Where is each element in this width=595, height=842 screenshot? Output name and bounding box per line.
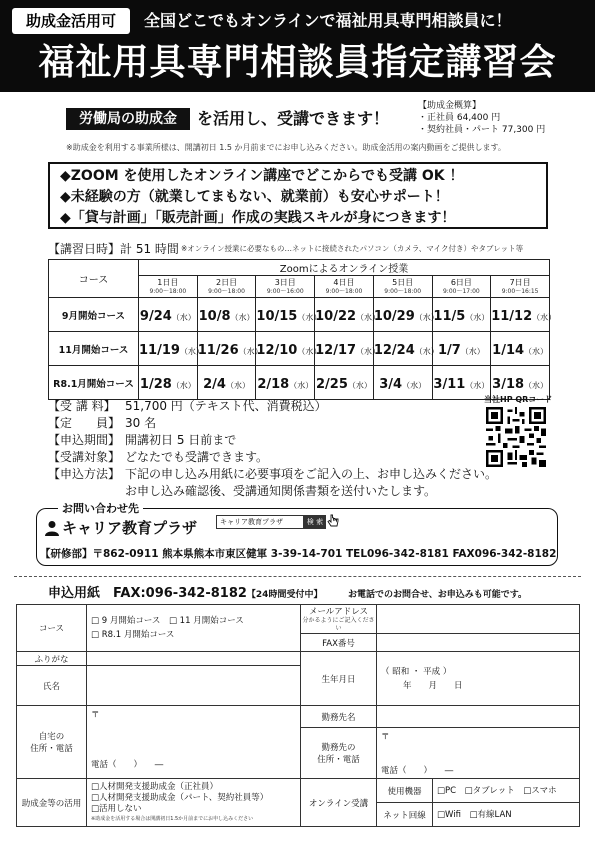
- cut-line: [14, 576, 581, 577]
- schedule-date-cell: [315, 366, 374, 400]
- day-header: [491, 276, 550, 298]
- weekday: （水）: [347, 381, 372, 390]
- schedule-row: [49, 332, 550, 366]
- weekday: （水）: [414, 347, 439, 356]
- schedule-date-cell: [197, 332, 263, 366]
- schedule-date-cell: [491, 332, 550, 366]
- schedule-date-cell: [197, 298, 256, 332]
- course-name: R8.1月開始コース: [49, 366, 139, 400]
- schedule-date: 11/19: [139, 343, 180, 358]
- home-phone: 電話（ ） ―: [91, 760, 164, 770]
- home-label-1: 自宅の: [38, 732, 65, 742]
- contact-address: 【研修部】〒862-0911 熊本県熊本市東区健軍 3-39-14-701 TEL096-342-8181 FAX096-342-8182: [40, 548, 557, 560]
- schedule-date-cell: [432, 366, 491, 400]
- furigana-field[interactable]: [87, 652, 301, 666]
- home-label-2: 住所・電話: [30, 744, 73, 754]
- fax-field[interactable]: [377, 634, 580, 652]
- weekday: （水）: [230, 313, 255, 322]
- highlight-item: ◆「貸与計画」「販売計画」作成の実践スキルが身につきます！: [60, 210, 456, 226]
- email-sub: 分かるようにご記入ください: [302, 617, 375, 632]
- course-option-r8[interactable]: □ R8.1 月開始コース: [91, 630, 175, 640]
- schedule-date: 12/17: [315, 343, 357, 358]
- page-title: 福祉用具専門相談員指定講習会: [38, 42, 557, 83]
- day-header: [373, 276, 432, 298]
- schedule-date: 12/24: [373, 343, 415, 358]
- highlight-item: ◆ZOOM を使用したオンライン講座でどこからでも受講 OK ！: [60, 168, 464, 184]
- subsidy-label-box: 労働局の助成金: [66, 108, 190, 130]
- schedule-date: 2/18: [257, 377, 290, 392]
- schedule-date: 3/18: [492, 377, 525, 392]
- schedule-date: 12/10: [256, 343, 298, 358]
- furigana-label: ふりがな: [17, 652, 87, 666]
- schedule-date: 2/4: [203, 377, 226, 392]
- course-info: [48, 398, 518, 500]
- target-value: どなたでも受講できます。: [125, 450, 269, 464]
- birth-ymd: 年 月 日: [403, 680, 463, 691]
- work-address-label: [301, 728, 377, 779]
- day-time: 9:00～16:00: [266, 287, 304, 295]
- day-time: 9:00～17:00: [442, 287, 480, 295]
- employer-label: 勤務先名: [301, 706, 377, 728]
- email-field[interactable]: [377, 605, 580, 634]
- search-input[interactable]: キャリア教育プラザ: [216, 515, 304, 529]
- subsidy-badge: 助成金活用可: [12, 8, 130, 34]
- day-header: [197, 276, 256, 298]
- fee-value: 51,700 円（テキスト代、消費税込）: [125, 399, 327, 413]
- schedule-date-cell: [432, 332, 491, 366]
- weekday: （水）: [460, 347, 485, 356]
- method-label: 【申込方法】: [48, 467, 121, 481]
- day-header: [256, 276, 315, 298]
- person-icon: [44, 520, 60, 536]
- course-label: コース: [17, 605, 87, 652]
- day-time: 9:00～18:00: [325, 287, 363, 295]
- application-suffix: 【24時間受付中】: [246, 590, 323, 600]
- work-label-2: 住所・電話: [317, 755, 360, 765]
- schedule-date: 9/24: [139, 309, 172, 324]
- capacity-label: 【定 員】: [48, 416, 121, 430]
- work-address-field[interactable]: [377, 728, 580, 779]
- schedule-heading: 【講習日時】計 51 時間: [48, 242, 179, 256]
- subsidy-use-label: 助成金等の活用: [17, 779, 87, 827]
- weekday: （水）: [465, 313, 490, 322]
- birth-era[interactable]: （ 昭和 ・ 平成 ）: [381, 666, 452, 677]
- day-label: 4日目: [333, 277, 355, 287]
- subsidy-text: を活用し、受講できます！: [197, 109, 390, 128]
- subsidy-amount: [418, 100, 545, 136]
- subsidy-use-note: ※助成金を活用する場合は開講初日1.5か月前までにお申し込みください: [91, 816, 254, 822]
- search-button[interactable]: 検 索: [304, 515, 326, 529]
- application-title: [48, 585, 322, 604]
- weekday: （水）: [356, 313, 381, 322]
- home-postal: 〒: [91, 710, 100, 720]
- fax-label: FAX番号: [301, 634, 377, 652]
- net-options[interactable]: □Wifi □有線LAN: [433, 803, 580, 827]
- weekday: （水）: [524, 381, 549, 390]
- weekday: （水）: [414, 313, 439, 322]
- schedule-date-cell: [256, 298, 322, 332]
- subsidy-use-options[interactable]: [87, 779, 301, 827]
- subsidy-note: ※助成金を利用する事業所様は、開講初日 1.5 か月前までにお申し込みください。助成金活用の案内動画をご提供します。: [66, 143, 506, 152]
- schedule-date: 3/11: [433, 377, 466, 392]
- weekday: （水）: [225, 381, 250, 390]
- home-address-label: [17, 706, 87, 779]
- schedule-date: 1/14: [492, 343, 525, 358]
- schedule-date: 1/28: [139, 377, 172, 392]
- weekday: （水）: [465, 381, 490, 390]
- online-label: オンライン受講: [301, 779, 377, 827]
- contact-heading: お問い合わせ先: [58, 502, 143, 516]
- email-label-text: メールアドレス: [308, 607, 369, 617]
- day-header: [315, 276, 374, 298]
- weekday: （水）: [171, 313, 196, 322]
- schedule-date-cell: [139, 366, 198, 400]
- schedule-row: [49, 298, 550, 332]
- schedule-date: 3/4: [379, 377, 403, 392]
- application-fax: 申込用紙 FAX:096-342-8182: [48, 586, 247, 601]
- weekday: （水）: [297, 347, 322, 356]
- schedule-row: [49, 366, 550, 400]
- course-option-9[interactable]: □ 9 月開始コース: [91, 616, 161, 626]
- schedule-date-cell: [491, 298, 557, 332]
- schedule-date: 10/15: [256, 309, 298, 324]
- schedule-date: 11/5: [433, 309, 466, 324]
- amount-regular: ・正社員 64,400 円: [418, 113, 501, 123]
- amount-title: 【助成金概算】: [418, 101, 482, 111]
- schedule-date-cell: [256, 332, 322, 366]
- weekday: （水）: [532, 313, 557, 322]
- course-name: 11月開始コース: [49, 332, 139, 366]
- method-value-2: お申し込み確認後、受講通知関係書類を送付いたします。: [125, 484, 437, 498]
- amount-contract: ・契約社員・パート 77,300 円: [418, 125, 546, 135]
- schedule-date-cell: [139, 298, 198, 332]
- schedule-date: 10/29: [373, 309, 415, 324]
- weekday: （水）: [524, 347, 549, 356]
- schedule-table: [48, 259, 557, 400]
- course-option-11[interactable]: □ 11 月開始コース: [168, 616, 244, 626]
- schedule-note: ※オンライン授業に必要なもの…ネットに接続されたパソコン（カメラ、マイク付き）やタブレット等: [181, 244, 524, 253]
- name-field[interactable]: [87, 666, 301, 706]
- device-options[interactable]: □PC □タブレット □スマホ: [433, 779, 580, 803]
- weekday: （水）: [171, 381, 196, 390]
- highlights-box: [48, 162, 548, 229]
- day-time: 9:00～18:00: [149, 287, 187, 295]
- schedule-date-cell: [432, 298, 491, 332]
- cursor-hand-icon: [326, 513, 340, 529]
- day-label: 6日目: [450, 277, 472, 287]
- subsidy-option-none[interactable]: □活用しない: [91, 804, 142, 814]
- qr-code-icon[interactable]: [486, 407, 546, 467]
- application-form: [16, 604, 580, 827]
- schedule-date: 10/22: [315, 309, 357, 324]
- day-time: 9:00～16:15: [501, 287, 539, 295]
- email-label: [301, 605, 377, 634]
- subsidy-option-parttime[interactable]: □人材開発支援助成金（パート、契約社員等）: [91, 793, 269, 803]
- day-time: 9:00～18:00: [208, 287, 245, 295]
- course-options[interactable]: [87, 605, 301, 652]
- weekday: （水）: [356, 347, 381, 356]
- day-time: 9:00～18:00: [384, 287, 422, 295]
- schedule-date: 2/25: [316, 377, 348, 392]
- schedule-date-cell: [139, 332, 204, 366]
- day-label: 7日目: [509, 277, 531, 287]
- period-value: 開講初日 5 日前まで: [125, 433, 237, 447]
- zoom-header: Zoomによるオンライン授業: [139, 260, 550, 276]
- work-phone: 電話（ ） ―: [381, 766, 454, 776]
- schedule-date-cell: [256, 366, 315, 400]
- day-header: [139, 276, 198, 298]
- fee-label: 【受 講 料】: [48, 399, 116, 413]
- weekday: （水）: [297, 313, 322, 322]
- schedule-date-cell: [315, 298, 381, 332]
- target-label: 【受講対象】: [48, 450, 121, 464]
- schedule-date: 11/26: [197, 343, 239, 358]
- schedule-date-cell: [315, 332, 381, 366]
- schedule-date-cell: [373, 298, 439, 332]
- weekday: （水）: [402, 381, 427, 390]
- schedule-date: 10/8: [198, 309, 231, 324]
- work-label-1: 勤務先の: [321, 743, 356, 753]
- schedule-date: 1/7: [437, 343, 461, 358]
- schedule-date-cell: [373, 366, 432, 400]
- name-label: 氏名: [17, 666, 87, 706]
- subsidy-option-regular[interactable]: □人材開発支援助成金（正社員）: [91, 782, 219, 792]
- company-name: キャリア教育プラザ: [62, 519, 198, 537]
- qr-label: 当社HP QRコード: [484, 395, 553, 404]
- schedule-date: 11/12: [491, 309, 533, 324]
- weekday: （水）: [289, 381, 314, 390]
- birth-label: 生年月日: [301, 652, 377, 706]
- home-address-field[interactable]: [87, 706, 301, 779]
- course-name: 9月開始コース: [49, 298, 139, 332]
- employer-field[interactable]: [377, 706, 580, 728]
- header-banner: [0, 0, 595, 92]
- day-label: 2日目: [216, 277, 238, 287]
- net-label: ネット回線: [377, 803, 433, 827]
- application-note: お電話でのお問合せ、お申込みも可能です。: [348, 590, 528, 600]
- device-label: 使用機器: [377, 779, 433, 803]
- method-value: 下記の申し込み用紙に必要事項をご記入の上、お申し込みください。: [125, 467, 498, 481]
- day-header: [432, 276, 491, 298]
- day-label: 1日目: [157, 277, 179, 287]
- weekday: （水）: [179, 347, 204, 356]
- capacity-value: 30 名: [125, 416, 157, 430]
- course-header: コース: [49, 260, 139, 298]
- work-postal: 〒: [381, 732, 390, 742]
- day-label: 5日目: [392, 277, 414, 287]
- birth-field[interactable]: [377, 652, 580, 706]
- day-label: 3日目: [274, 277, 296, 287]
- weekday: （水）: [238, 347, 263, 356]
- schedule-date-cell: [373, 332, 439, 366]
- schedule-date-cell: [197, 366, 256, 400]
- period-label: 【申込期間】: [48, 433, 121, 447]
- header-tagline: 全国どこでもオンラインで福祉用具専門相談員に！: [144, 11, 512, 30]
- highlight-item: ◆未経験の方（就業してまもない、就業前）も安心サポート！: [60, 189, 449, 205]
